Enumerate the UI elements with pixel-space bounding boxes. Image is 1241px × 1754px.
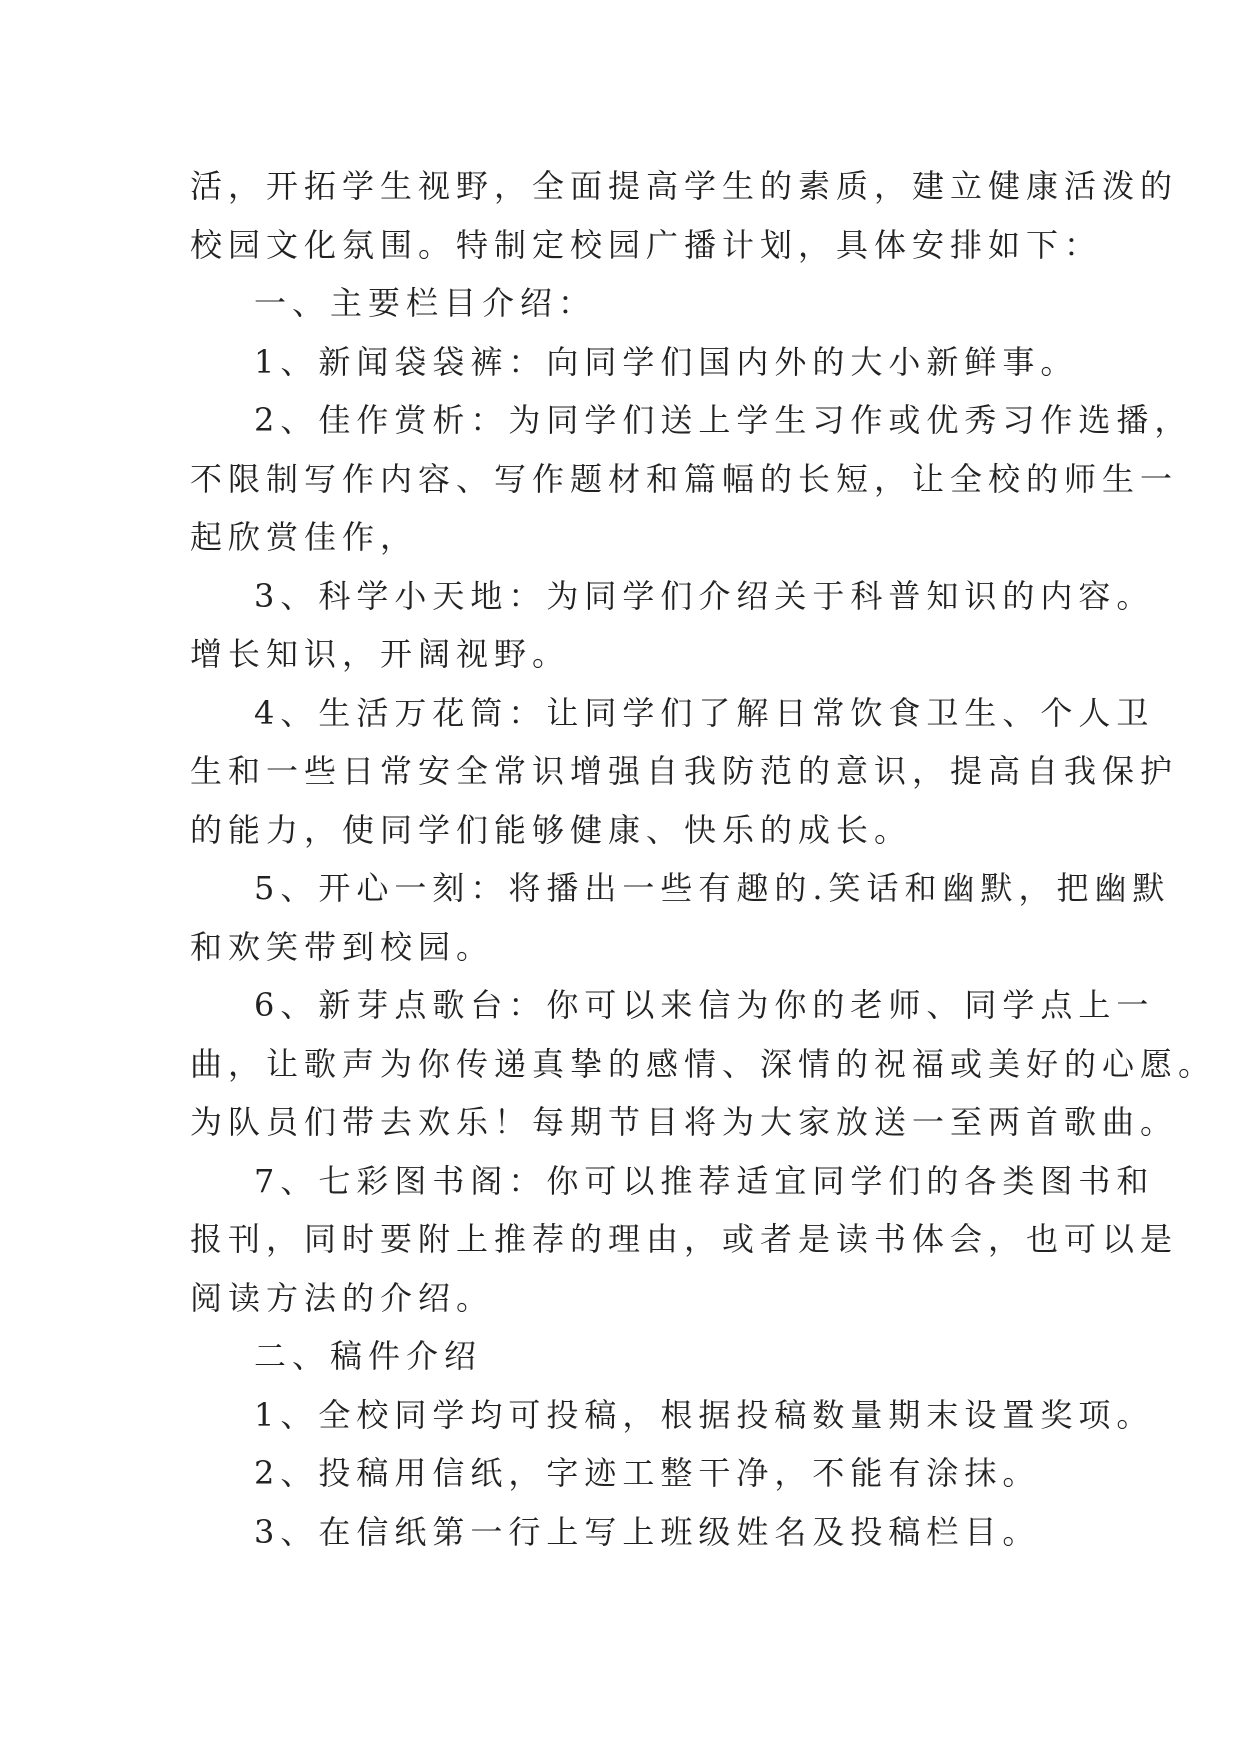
text-line: 曲，让歌声为你传递真挚的感情、深情的祝福或美好的心愿。 — [190, 1044, 1217, 1083]
list-item: 3、在信纸第一行上写上班级姓名及投稿栏目。 — [254, 1512, 1041, 1551]
text-line: 阅读方法的介绍。 — [190, 1278, 495, 1317]
text-line: 和欢笑带到校园。 — [190, 927, 495, 966]
text-line: 报刊，同时要附上推荐的理由，或者是读书体会，也可以是 — [190, 1220, 1179, 1258]
text-line: 校园文化氛围。特制定校园广播计划，具体安排如下： — [190, 225, 1103, 264]
list-item: 2、佳作赏析：为同学们送上学生习作或优秀习作选播， — [254, 401, 1193, 439]
text-line: 不限制写作内容、写作题材和篇幅的长短，让全校的师生一 — [190, 459, 1179, 498]
list-item: 2、投稿用信纸，字迹工整干净，不能有涂抹。 — [254, 1454, 1041, 1492]
text-line: 的能力，使同学们能够健康、快乐的成长。 — [190, 810, 913, 849]
document-body — [190, 157, 1217, 1561]
text-line: 生和一些日常安全常识增强自我防范的意识，提高自我保护 — [190, 752, 1179, 790]
list-item: 3、科学小天地：为同学们介绍关于科普知识的内容。 — [254, 576, 1155, 615]
list-item: 4、生活万花筒：让同学们了解日常饮食卫生、个人卫 — [254, 693, 1155, 732]
list-item: 7、七彩图书阁：你可以推荐适宜同学们的各类图书和 — [254, 1161, 1155, 1200]
text-line: 起欣赏佳作， — [190, 518, 419, 556]
text-line: 活，开拓学生视野，全面提高学生的素质，建立健康活泼的 — [190, 167, 1179, 205]
list-item: 1、新闻袋袋裤：向同学们国内外的大小新鲜事。 — [254, 342, 1079, 381]
text-line: 增长知识，开阔视野。 — [190, 635, 571, 673]
list-item: 5、开心一刻：将播出一些有趣的.笑话和幽默，把幽默 — [254, 869, 1171, 907]
section-heading: 一、主要栏目介绍： — [254, 284, 597, 322]
list-item: 6、新芽点歌台：你可以来信为你的老师、同学点上一 — [254, 986, 1155, 1024]
text-line: 为队员们带去欢乐！每期节目将为大家放送一至两首歌曲。 — [190, 1103, 1179, 1141]
list-item: 1、全校同学均可投稿，根据投稿数量期末设置奖项。 — [254, 1395, 1155, 1434]
section-heading: 二、稿件介绍 — [254, 1337, 483, 1375]
